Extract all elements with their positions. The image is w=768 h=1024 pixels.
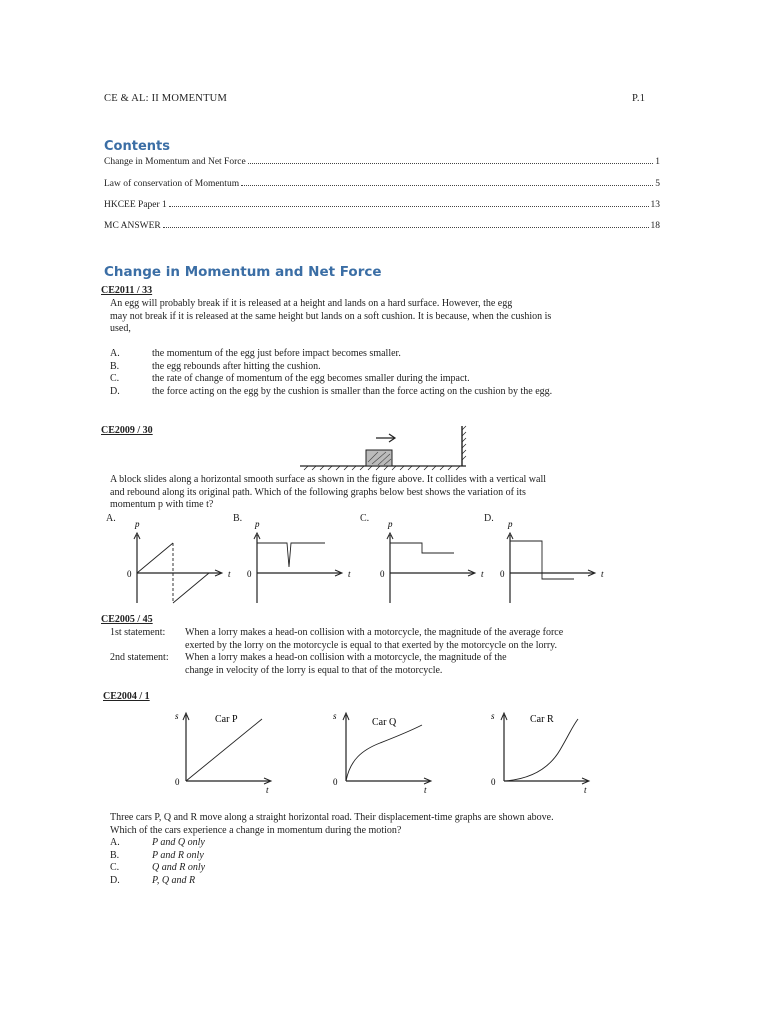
y-axis-label: s (333, 711, 337, 721)
question-id: CE2009 / 30 (101, 425, 153, 436)
graph-b (245, 515, 360, 610)
question-id: CE2011 / 33 (101, 285, 153, 296)
page-number: P.1 (632, 93, 646, 104)
y-axis-label: s (175, 711, 179, 721)
origin-label: 0 (380, 569, 385, 579)
section-heading: Change in Momentum and Net Force (104, 264, 382, 280)
graph-title: Car Q (372, 717, 397, 728)
option-c: C. Q and R only (110, 862, 206, 873)
graph-a-label: A. (106, 513, 116, 524)
contents-heading: Contents (104, 139, 170, 154)
graph-c (378, 515, 493, 610)
y-axis-label: p (255, 519, 260, 529)
question-id: CE2004 / 1 (103, 691, 150, 702)
y-axis-label: s (491, 711, 495, 721)
y-axis-label: p (508, 519, 513, 529)
graph-d (498, 515, 613, 610)
statement-1: 1st statement: When a lorry makes a head-on collision with a motorcycle, the magnitude of the average force exerted by the lorry on the motorcycle is equal to that exerted by the motorcycle on the lorry. (110, 627, 564, 651)
graph-c-label: C. (360, 513, 370, 524)
origin-label: 0 (333, 777, 338, 787)
options-list (110, 348, 670, 398)
origin-label: 0 (127, 569, 132, 579)
displacement-curve (186, 719, 262, 781)
toc-entry[interactable]: Law of conservation of Momentum 5 (104, 179, 660, 189)
x-axis-label: t (266, 785, 269, 795)
statement-2: 2nd statement: When a lorry makes a head-on collision with a motorcycle, the magnitude of the change in velocity of the lorry is equal to that of the motorcycle. (110, 652, 507, 676)
graph-car-r (488, 705, 608, 800)
graph-a (125, 513, 243, 610)
x-axis-label: t (348, 569, 351, 579)
momentum-line (257, 543, 325, 567)
toc-entry[interactable]: Change in Momentum and Net Force 1 (104, 157, 660, 167)
origin-label: 0 (491, 777, 496, 787)
toc-entry[interactable]: MC ANSWER 18 (104, 221, 660, 231)
option-a: A. P and Q only (110, 837, 205, 848)
options-list (110, 837, 410, 887)
graph-d-label: D. (484, 513, 494, 524)
y-axis-label: p (135, 519, 140, 529)
block-wall-figure (298, 424, 478, 474)
graph-title: Car P (215, 714, 238, 725)
momentum-line (173, 573, 209, 603)
option-a: A. the momentum of the egg just before impact becomes smaller. (110, 348, 401, 359)
x-axis-label: t (424, 785, 427, 795)
question-text: Three cars P, Q and R move along a straight horizontal road. Their displacement-time graphs are shown above. Which of the cars experience a change in momentum during the motion? (110, 812, 554, 836)
question-text: A block slides along a horizontal smooth surface as shown in the figure above. It collides with a vertical wall and rebound along its original path. Which of the following graphs below best shows the variation of its momentum p with time t? (110, 474, 546, 510)
displacement-curve (504, 719, 578, 781)
option-d: D. the force acting on the egg by the cushion is smaller than the force acting on the cushion by the egg. (110, 385, 553, 397)
origin-label: 0 (500, 569, 505, 579)
origin-label: 0 (175, 777, 180, 787)
displacement-curve (346, 725, 422, 781)
option-c: C. the rate of change of momentum of the egg becomes smaller during the impact. (110, 373, 470, 384)
graph-b-label: B. (233, 513, 243, 524)
option-b: B. the egg rebounds after hitting the cushion. (110, 360, 321, 372)
momentum-line (390, 543, 454, 553)
graph-title: Car R (530, 714, 554, 725)
option-d: D. P, Q and R (110, 874, 196, 886)
x-axis-label: t (601, 569, 604, 579)
toc-entry[interactable]: HKCEE Paper 1 13 (104, 200, 660, 210)
graph-car-p (170, 705, 290, 800)
x-axis-label: t (584, 785, 587, 795)
running-header-title: CE & AL: II MOMENTUM (104, 93, 227, 104)
x-axis-label: t (481, 569, 484, 579)
question-text: An egg will probably break if it is released at a height and lands on a hard surface. However, the egg may not break if it is released at the same height but lands on a soft cushion. It is because, when the cushion is used, (110, 298, 552, 334)
option-b: B. P and R only (110, 849, 204, 861)
graph-car-q (330, 705, 450, 800)
momentum-line (137, 543, 173, 573)
y-axis-label: p (388, 519, 393, 529)
question-id: CE2005 / 45 (101, 614, 153, 625)
origin-label: 0 (247, 569, 252, 579)
x-axis-label: t (228, 569, 231, 579)
